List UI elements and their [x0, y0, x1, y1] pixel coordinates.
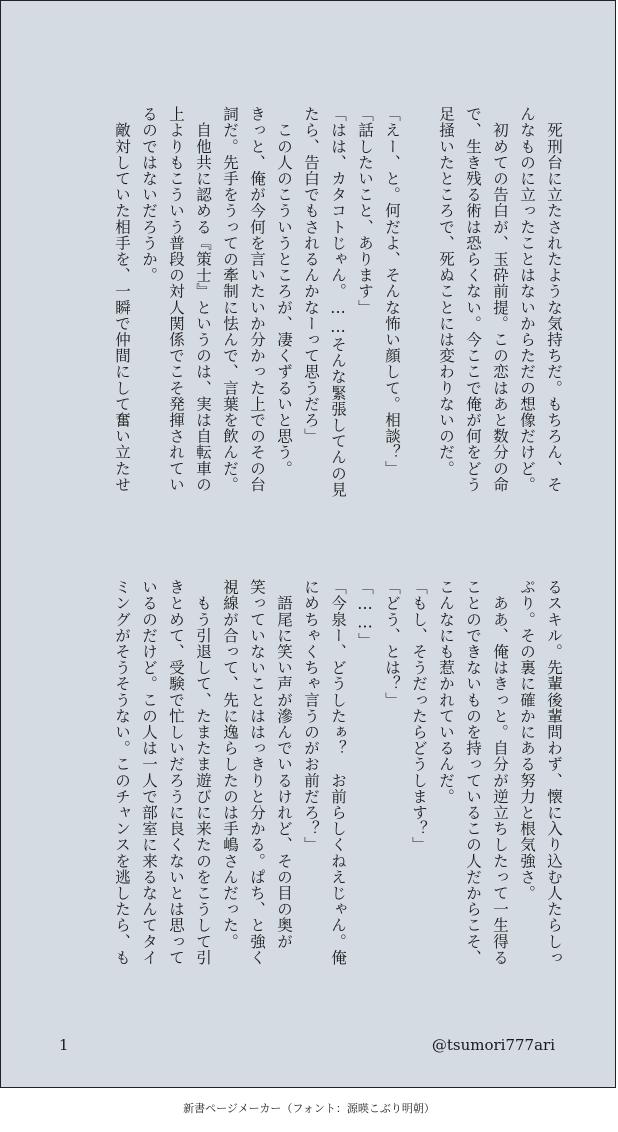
text-line: 「もし、そうだったらどうします？」 — [410, 579, 428, 853]
text-line: 足掻いたところで、死ぬことには変わりないのだ。 — [437, 106, 455, 477]
page-number: 1 — [59, 1036, 69, 1054]
text-line: ああ、俺はきっと。自分が逆立ちしたって一生得る — [491, 579, 509, 966]
text-line: 視線が合って、先に逸らしたのは手嶋さんだった。 — [221, 579, 239, 950]
text-line: もう引退して、たまたま遊びに来たのをこうして引 — [194, 579, 212, 966]
text-line: 「はは、カタコトじゃん。……そんな緊張してんの見 — [329, 106, 347, 498]
text-line: 「えー、と。何だよ、そんな怖い顔して。相談？」 — [383, 106, 401, 477]
text-line: この人のこういうところが、凄くずるいと思う。 — [275, 106, 293, 477]
text-line: ことのできないものを持っているこの人だからこそ、 — [464, 579, 482, 966]
author-handle: @tsumori777ari — [431, 1036, 555, 1054]
text-line: 敵対していた相手を、一瞬で仲間にして奮い立たせ — [113, 106, 131, 493]
text-line: きとめて、受験で忙しいだろうに良くないとは思って — [167, 579, 185, 966]
text-line: いるのだけど。この人は一人で部室に来るなんてタイ — [140, 579, 158, 966]
text-line: 「……」 — [356, 579, 374, 649]
text-line: こんなにも惹かれているんだ。 — [437, 579, 455, 805]
text-column-bottom — [108, 579, 567, 1009]
text-line: ミングがそうそうない。このチャンスを逃したら、も — [113, 579, 131, 966]
text-line: で、生き残る術は恐らくない。今ここで俺が何をどう — [464, 106, 482, 493]
text-line: 初めての告白が、玉砕前提。この恋はあと数分の命 — [491, 106, 509, 493]
text-line: ぷり。その裏に確かにある努力と根気強さ。 — [518, 579, 536, 901]
text-line: たら、告白でもされるんかなーって思うだろ」 — [302, 106, 320, 445]
text-line: るスキル。先輩後輩問わず、懐に入り込む人たらしっ — [545, 579, 563, 966]
text-line: 詞だ。先手をうっての牽制に怯んで、言葉を飲んだ。 — [221, 106, 239, 493]
text-column-top — [108, 106, 567, 526]
text-line: 笑っていないことははっきりと分かる。ぱち、と強く — [248, 579, 266, 966]
generator-credit: 新書ページメーカー（フォント：源暎こぶり明朝） — [183, 1102, 435, 1115]
text-line: にめちゃくちゃ言うのがお前だろ？」 — [302, 579, 320, 853]
text-line — [405, 106, 432, 526]
text-line: 「今泉ー、どうしたぁ？ お前らしくねえじゃん。俺 — [329, 579, 347, 966]
text-line: るのではないだろうか。 — [140, 106, 158, 284]
text-line: きっと、俺が今何を言いたいか分かった上でのその台 — [248, 106, 266, 493]
text-line: 語尾に笑い声が滲んでいるけれど、その目の奥が — [275, 579, 293, 950]
text-line: 死刑台に立たされたような気持ちだ。もちろん、そ — [545, 106, 563, 493]
text-line: 上よりもこういう普段の対人関係でこそ発揮されてい — [167, 106, 185, 493]
text-line: 「話したいこと、あります」 — [356, 106, 374, 316]
text-line: 自他共に認める『策士』というのは、実は自転車の — [194, 106, 212, 493]
text-line: 「どう、とは？」 — [383, 579, 401, 708]
text-line: んなものに立ったことはないからただの想像だけど。 — [518, 106, 536, 493]
